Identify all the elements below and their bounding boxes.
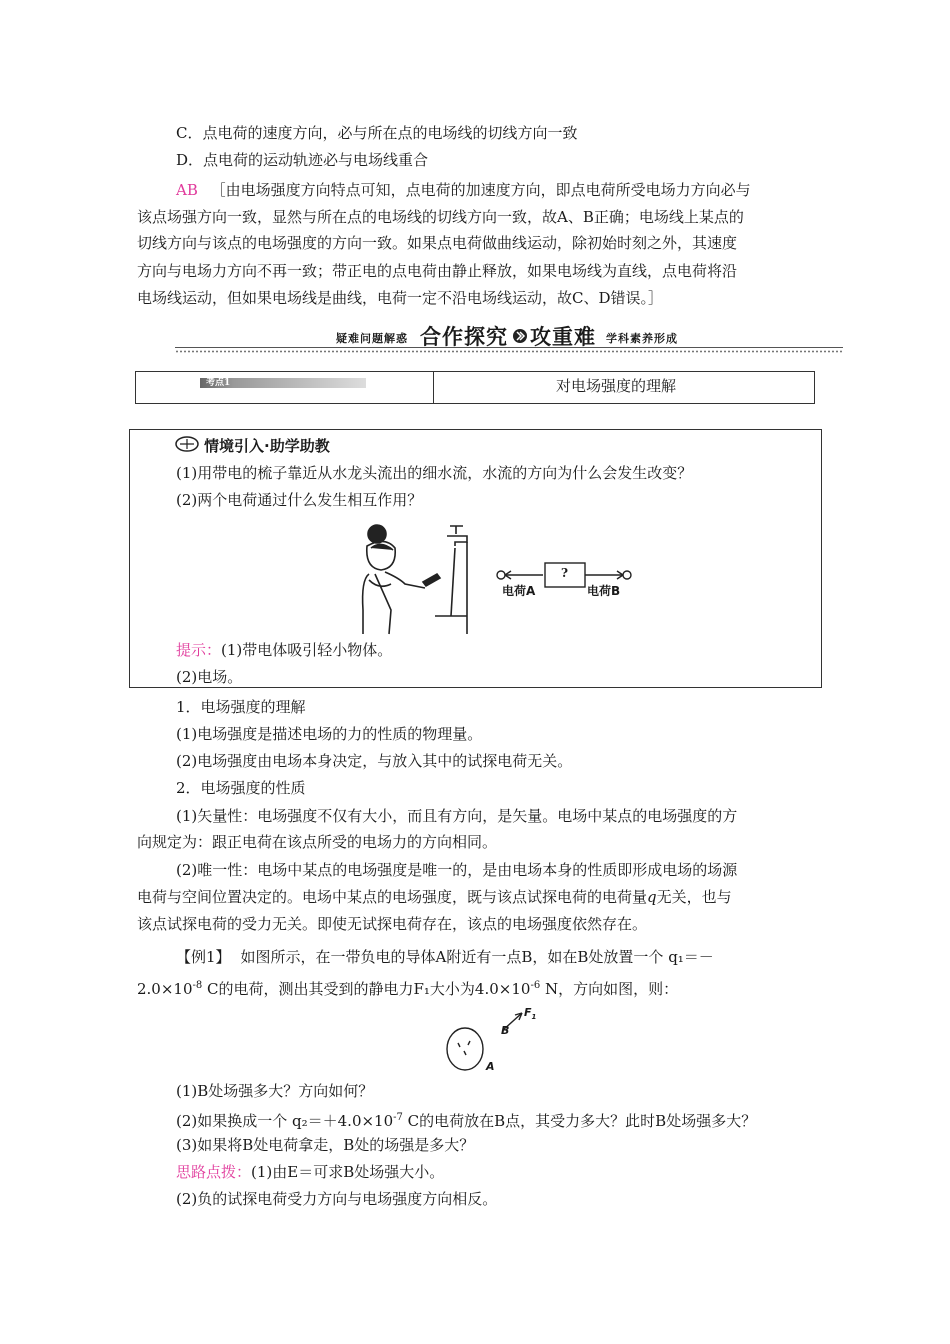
option-c: C．点电荷的速度方向，必与所在点的电场线的切线方向一致 — [176, 124, 578, 142]
example-line-1 — [176, 944, 714, 970]
banner-right: 学科素养形成 — [606, 332, 678, 345]
banner-dots — [175, 350, 843, 353]
scenario-hint-1 — [176, 637, 392, 663]
section-2-title: 2．电场强度的性质 — [176, 779, 306, 797]
answer-line-4: 方向与电场力方向不再一致；带正电的点电荷由静止释放，如果电场线为直线，点电荷将沿 — [137, 262, 738, 280]
banner-main-b: 攻重难 — [530, 325, 596, 349]
section-2-p2-b-text: 电荷与空间位置决定的。电场中某点的电场强度，既与该点试探电荷的电荷量 — [137, 888, 648, 906]
example-hint-1 — [176, 1159, 444, 1185]
answer-line-2: 该点场强方向一致，显然与所在点的电场线的切线方向一致，故A、B正确；电场线上某点的 — [137, 208, 744, 226]
section-2-p1-a: (1)矢量性：电场强度不仅有大小，而且有方向，是矢量。电场中某点的电场强度的方 — [176, 807, 738, 825]
example-q1: (1)B处场强多大？方向如何？ — [176, 1082, 374, 1100]
conductor-a-label: A — [486, 1060, 495, 1073]
symbol-q: q — [647, 888, 657, 906]
banner-rule — [175, 347, 843, 348]
topic-divider — [433, 372, 434, 403]
section-2-p1-b: 向规定为：跟正电荷在该点所受的电场力的方向相同。 — [137, 833, 498, 851]
force-subscript: 1 — [531, 1013, 537, 1021]
example-line-2-post: N，方向如图，则： — [540, 980, 679, 998]
option-d: D．点电荷的运动轨迹必与电场线重合 — [176, 151, 429, 169]
point-b-label: B — [501, 1024, 510, 1037]
scenario-hint-label: 提示： — [176, 641, 222, 659]
scenario-hint-2: (2)电场。 — [176, 668, 243, 686]
exponent-3: -7 — [393, 1112, 403, 1123]
double-chevron-icon — [512, 328, 528, 344]
topic-tag: 考点1 — [206, 378, 231, 388]
scenario-q1: (1)用带电的梳子靠近从水龙头流出的细水流，水流的方向为什么会发生改变？ — [176, 464, 693, 482]
scenario-box — [129, 429, 822, 688]
scenario-q2: (2)两个电荷通过什么发生相互作用？ — [176, 491, 423, 509]
banner-main-a: 合作探究 — [420, 325, 508, 349]
unknown-medium-label: ? — [561, 566, 569, 580]
example-q2 — [176, 1105, 756, 1134]
topic-row — [135, 371, 815, 404]
example-q3: (3)如果将B处电荷拿走，B处的场强是多大？ — [176, 1136, 475, 1154]
section-2-p2-c: 该点试探电荷的受力无关。即使无试探电荷存在，该点的电场强度依然存在。 — [137, 915, 648, 933]
force-f: F — [524, 1006, 532, 1019]
example-hint-label: 思路点拨： — [176, 1163, 252, 1181]
hand-pointer-icon — [174, 434, 202, 454]
example-line-1-text: 如图所示，在一带负电的导体A附近有一点B，如在B处放置一个 q₁＝－ — [240, 948, 714, 966]
girl-comb-faucet-illustration — [355, 520, 470, 635]
force-label — [524, 1006, 536, 1021]
answer-line-5: 电场线运动，但如果电场线是曲线，电荷一定不沿电场线运动，故C、D错误。］ — [137, 289, 664, 307]
charge-b-label: 电荷B — [587, 584, 621, 598]
section-1-p2: (2)电场强度由电场本身决定，与放入其中的试探电荷无关。 — [176, 752, 573, 770]
section-1-title: 1．电场强度的理解 — [176, 698, 306, 716]
example-hint-1-text: (1)由E＝可求B处场强大小。 — [251, 1163, 445, 1181]
section-2-p2-a: (2)唯一性：电场中某点的电场强度是唯一的，是由电场本身的性质即形成电场的场源 — [176, 861, 738, 879]
example-line-2-pre: 2.0×10 — [137, 980, 193, 998]
section-1-p1: (1)电场强度是描述电场的力的性质的物理量。 — [176, 725, 483, 743]
topic-title: 对电场强度的理解 — [556, 377, 677, 395]
example-hint-2: (2)负的试探电荷受力方向与电场强度方向相反。 — [176, 1190, 498, 1208]
example-line-2 — [137, 973, 678, 1002]
charge-a-label: 电荷A — [502, 584, 536, 598]
answer-line-3: 切线方向与该点的电场强度的方向一致。如果点电荷做曲线运动，除初始时刻之外，其速度 — [137, 234, 738, 252]
answer-text-1: ［由电场强度方向特点可知，点电荷的加速度方向，即点电荷所受电场力方向必与 — [210, 181, 751, 199]
banner-left: 疑难问题解惑 — [336, 332, 408, 345]
example-q2-post: C的电荷放在B点，其受力多大？此时B处场强多大？ — [402, 1112, 757, 1130]
section-2-p2-b — [137, 884, 732, 910]
exponent-2: -6 — [530, 980, 541, 991]
scenario-hint-1-text: (1)带电体吸引轻小物体。 — [221, 641, 393, 659]
section-2-p2-b-tail: 无关，也与 — [656, 888, 732, 906]
example-label: 【例1】 — [176, 948, 231, 966]
example-line-2-mid: C的电荷，测出其受到的静电力F₁大小为4.0×10 — [202, 980, 531, 998]
scenario-heading: 情境引入·助学助教 — [204, 437, 330, 455]
exponent-1: -8 — [192, 980, 203, 991]
answer-line-1 — [176, 177, 751, 203]
answer-key: AB — [176, 181, 198, 199]
example-q2-pre: (2)如果换成一个 q₂＝＋4.0×10 — [176, 1112, 394, 1130]
